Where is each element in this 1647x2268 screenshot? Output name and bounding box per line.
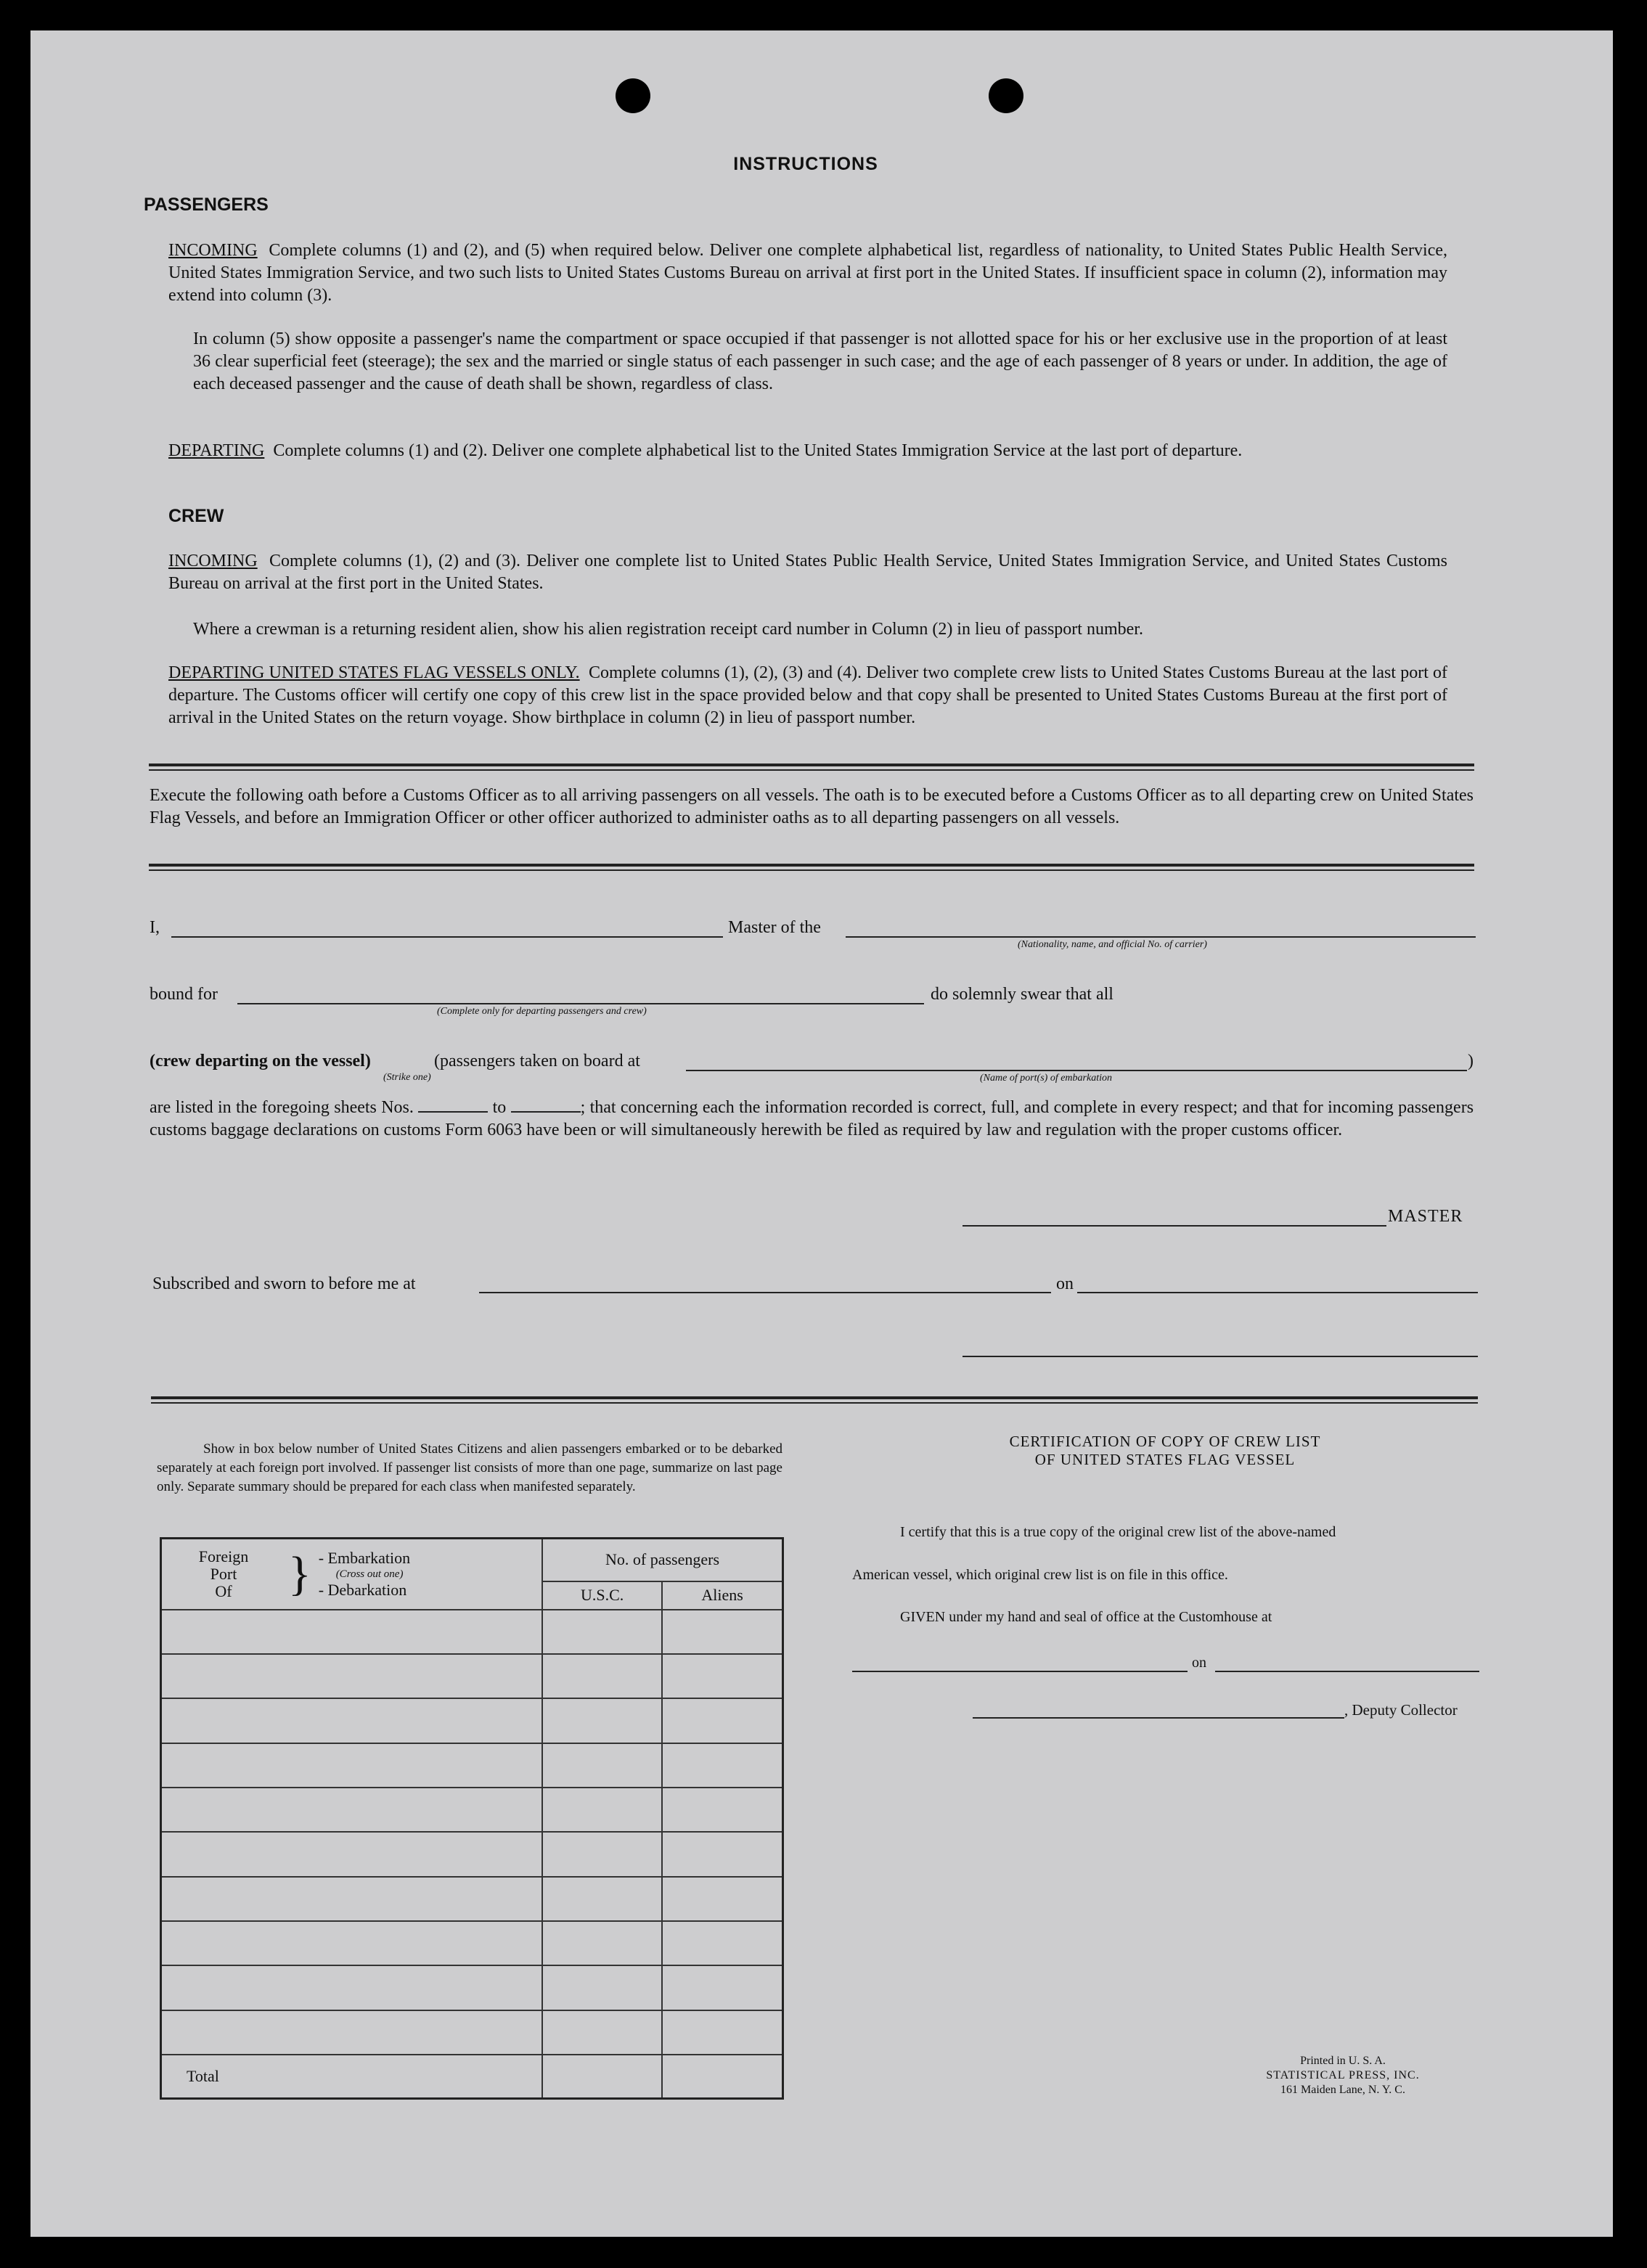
- given-date-field[interactable]: [1215, 1671, 1479, 1672]
- customhouse-field[interactable]: [852, 1671, 1188, 1672]
- sworn-date-field[interactable]: [1077, 1292, 1478, 1293]
- usc-total-cell[interactable]: [542, 2055, 662, 2098]
- flag-vessels-instruction: [168, 662, 1447, 729]
- listed-post: ; that concerning each the information recorded is correct, full, and complete in every respect; and that for incoming passengers customs baggage declarations on customs Form 6063 have been or will simultaneously herewith be filed as required by law and regulation with the proper customs officer.: [150, 1098, 1474, 1139]
- port-cell[interactable]: [161, 1610, 543, 1654]
- port-cell[interactable]: [161, 1654, 543, 1698]
- usc-cell[interactable]: [542, 1832, 662, 1876]
- section-divider: [151, 1402, 1478, 1404]
- usc-cell[interactable]: [542, 1877, 662, 1921]
- usc-cell[interactable]: [542, 1743, 662, 1788]
- aliens-total-cell[interactable]: [662, 2055, 782, 2098]
- departing-text: Complete columns (1) and (2). Deliver one complete alphabetical list to the United States Immigration Service at the last port of departure.: [273, 441, 1243, 460]
- usc-cell[interactable]: [542, 1965, 662, 2010]
- certification-title-line1: CERTIFICATION OF COPY OF CREW LIST: [1009, 1433, 1321, 1450]
- passenger-summary-table: [160, 1537, 784, 2100]
- usc-cell[interactable]: [542, 2010, 662, 2055]
- sworn-on-label: on: [1056, 1274, 1074, 1293]
- deputy-signature-field[interactable]: [973, 1717, 1344, 1719]
- sheet-from-field[interactable]: [418, 1111, 488, 1113]
- port-cell[interactable]: [161, 2010, 543, 2055]
- bound-for-field[interactable]: [237, 1003, 924, 1004]
- crewman-instruction: Where a crewman is a returning resident alien, show his alien registration receipt card number in Column (2) in lieu of passport number.: [193, 620, 1143, 639]
- printer-line3: 161 Maiden Lane, N. Y. C.: [1280, 2084, 1405, 2096]
- aliens-cell[interactable]: [662, 1965, 782, 2010]
- incoming-label: INCOMING: [168, 241, 258, 260]
- aliens-cell[interactable]: [662, 1654, 782, 1698]
- usc-cell[interactable]: [542, 1654, 662, 1698]
- section-divider: [149, 763, 1474, 766]
- foreign-label: Foreign: [198, 1547, 249, 1565]
- total-label-cell: [161, 2055, 543, 2098]
- port-cell[interactable]: [161, 1788, 543, 1832]
- port-cell[interactable]: [161, 1921, 543, 1965]
- flag-label: DEPARTING UNITED STATES FLAG VESSELS ONLY.: [168, 663, 580, 682]
- incoming-passengers-instruction: [168, 240, 1447, 307]
- aliens-cell[interactable]: [662, 1743, 782, 1788]
- certification-title-line2: OF UNITED STATES FLAG VESSEL: [1034, 1451, 1296, 1468]
- aliens-cell[interactable]: [662, 1832, 782, 1876]
- crew-heading: CREW: [168, 506, 224, 526]
- nationality-caption: (Nationality, name, and official No. of carrier): [1018, 939, 1207, 950]
- master-signature-field[interactable]: [963, 1225, 1386, 1227]
- aliens-header: Aliens: [662, 1581, 782, 1610]
- port-cell[interactable]: [161, 1965, 543, 2010]
- column5-instruction: In column (5) show opposite a passenger's name the compartment or space occupied if that passenger is not allotted space for his or her exclusive use in the proportion of at least 36 clear superficial feet (steerage); the sex and the married or single status of each passenger in such case; and the age of each passenger of 8 years or under. In addition, the age of each deceased passenger and the cause of death shall be shown, regardless of class.: [193, 329, 1447, 393]
- printer-line1: Printed in U. S. A.: [1300, 2055, 1386, 2067]
- american-vessel-text: American vessel, which original crew list is on file in this office.: [852, 1567, 1228, 1583]
- total-label: Total: [187, 2067, 219, 2086]
- oath-intro: Execute the following oath before a Customs Officer as to all arriving passengers on all vessels. The oath is to be executed before a Customs Officer as to all departing crew on United States Flag Vessels, and before an Immigration Officer or other officer authorized to administer oaths as to all departing passengers on all vessels.: [150, 786, 1474, 827]
- passengers-taken-option[interactable]: (passengers taken on board at: [434, 1052, 640, 1070]
- usc-cell[interactable]: [542, 1610, 662, 1654]
- given-text: GIVEN under my hand and seal of office at the Customhouse at: [900, 1609, 1272, 1625]
- solemnly-swear-text: do solemnly swear that all: [931, 985, 1113, 1004]
- aliens-cell[interactable]: [662, 1877, 782, 1921]
- section-divider: [149, 769, 1474, 771]
- listed-to: to: [492, 1098, 507, 1117]
- master-name-field[interactable]: [171, 936, 723, 938]
- section-divider: [149, 869, 1474, 871]
- master-of-label: Master of the: [728, 918, 821, 937]
- usc-cell[interactable]: [542, 1788, 662, 1832]
- aliens-cell[interactable]: [662, 1788, 782, 1832]
- summary-instructions: Show in box below number of United States Citizens and alien passengers embarked or to be debarked separately at each foreign port involved. If passenger list consists of more than one page, summarize on last page only. Separate summary should be prepared for each class when manifested separately.: [157, 1441, 782, 1494]
- aliens-cell[interactable]: [662, 1698, 782, 1743]
- punch-hole: [616, 78, 650, 113]
- carrier-field[interactable]: [846, 936, 1476, 938]
- embarkation-label[interactable]: - Embarkation: [318, 1548, 411, 1567]
- departing-passengers-instruction: [168, 440, 1447, 462]
- port-cell[interactable]: [161, 1743, 543, 1788]
- sworn-place-field[interactable]: [479, 1292, 1051, 1293]
- sheet-to-field[interactable]: [511, 1111, 581, 1113]
- brace: }: [288, 1547, 311, 1600]
- listed-pre: are listed in the foregoing sheets Nos.: [150, 1098, 414, 1117]
- passengers-heading: PASSENGERS: [144, 195, 269, 215]
- aliens-cell[interactable]: [662, 2010, 782, 2055]
- debarkation-label[interactable]: - Debarkation: [318, 1580, 407, 1599]
- strike-one-caption: (Strike one): [383, 1072, 431, 1083]
- close-paren: ): [1468, 1052, 1474, 1070]
- instructions-title: INSTRUCTIONS: [733, 154, 878, 174]
- aliens-cell[interactable]: [662, 1921, 782, 1965]
- port-caption: (Name of port(s) of embarkation: [980, 1073, 1112, 1084]
- section-divider: [151, 1396, 1478, 1399]
- cross-out-caption: (Cross out one): [335, 1568, 404, 1580]
- deputy-collector-label: , Deputy Collector: [1344, 1701, 1458, 1719]
- port-label: Port: [210, 1564, 237, 1583]
- incoming-text: Complete columns (1) and (2), and (5) when required below. Deliver one complete alphabetical list, regardless of nationality, to United States Public Health Service, United States Immigration Service, and two such lists to United States Customs Bureau on arrival at first port in the United States. If insufficient space in column (2), information may extend into column (3).: [168, 241, 1448, 305]
- aliens-cell[interactable]: [662, 1610, 782, 1654]
- i-label: I,: [150, 918, 160, 937]
- embark-debark-options: [319, 1550, 410, 1598]
- of-label: Of: [215, 1581, 232, 1600]
- embarkation-port-field[interactable]: [686, 1070, 1467, 1071]
- bound-for-label: bound for: [150, 985, 218, 1004]
- given-on-label: on: [1192, 1655, 1206, 1671]
- master-label: MASTER: [1388, 1207, 1463, 1226]
- no-passengers-header: No. of passengers: [542, 1539, 782, 1581]
- crew-departing-text: (crew departing on the vessel): [150, 1052, 371, 1070]
- foreign-port-of: [162, 1548, 285, 1600]
- incoming-crew-instruction: [168, 550, 1447, 595]
- listed-statement: [150, 1097, 1474, 1142]
- usc-cell[interactable]: [542, 1698, 662, 1743]
- usc-header: U.S.C.: [542, 1581, 662, 1610]
- certification-title: [936, 1433, 1394, 1469]
- port-header: [161, 1539, 543, 1610]
- crew-incoming-text: Complete columns (1), (2) and (3). Deliver one complete list to United States Public Health Service, United States Immigration Service, and United States Customs Bureau on arrival at the first port in the United States.: [168, 552, 1447, 593]
- port-cell[interactable]: [161, 1698, 543, 1743]
- complete-only-caption: (Complete only for departing passengers and crew): [437, 1006, 647, 1017]
- section-divider: [149, 864, 1474, 867]
- subscribed-label: Subscribed and sworn to before me at: [152, 1274, 416, 1293]
- usc-cell[interactable]: [542, 1921, 662, 1965]
- flag-text: Complete columns (1), (2), (3) and (4). Deliver two complete crew lists to United States Customs Bureau at the last port of departure. The Customs officer will certify one copy of this crew list in the space provided below and that copy shall be presented to United States Customs Bureau at the first port of arrival in the United States on the return voyage. Show birthplace in column (2) in lieu of passport number.: [168, 663, 1448, 727]
- punch-hole: [989, 78, 1023, 113]
- certify-text: I certify that this is a true copy of the original crew list of the above-named: [900, 1524, 1336, 1540]
- printer-imprint: [1234, 2054, 1452, 2097]
- departing-label: DEPARTING: [168, 441, 265, 460]
- port-cell[interactable]: [161, 1877, 543, 1921]
- port-cell[interactable]: [161, 1832, 543, 1876]
- crew-incoming-label: INCOMING: [168, 552, 258, 570]
- crew-departing-option[interactable]: [150, 1052, 371, 1071]
- printer-line2: STATISTICAL PRESS, INC.: [1266, 2069, 1420, 2081]
- officer-signature-field[interactable]: [963, 1356, 1478, 1357]
